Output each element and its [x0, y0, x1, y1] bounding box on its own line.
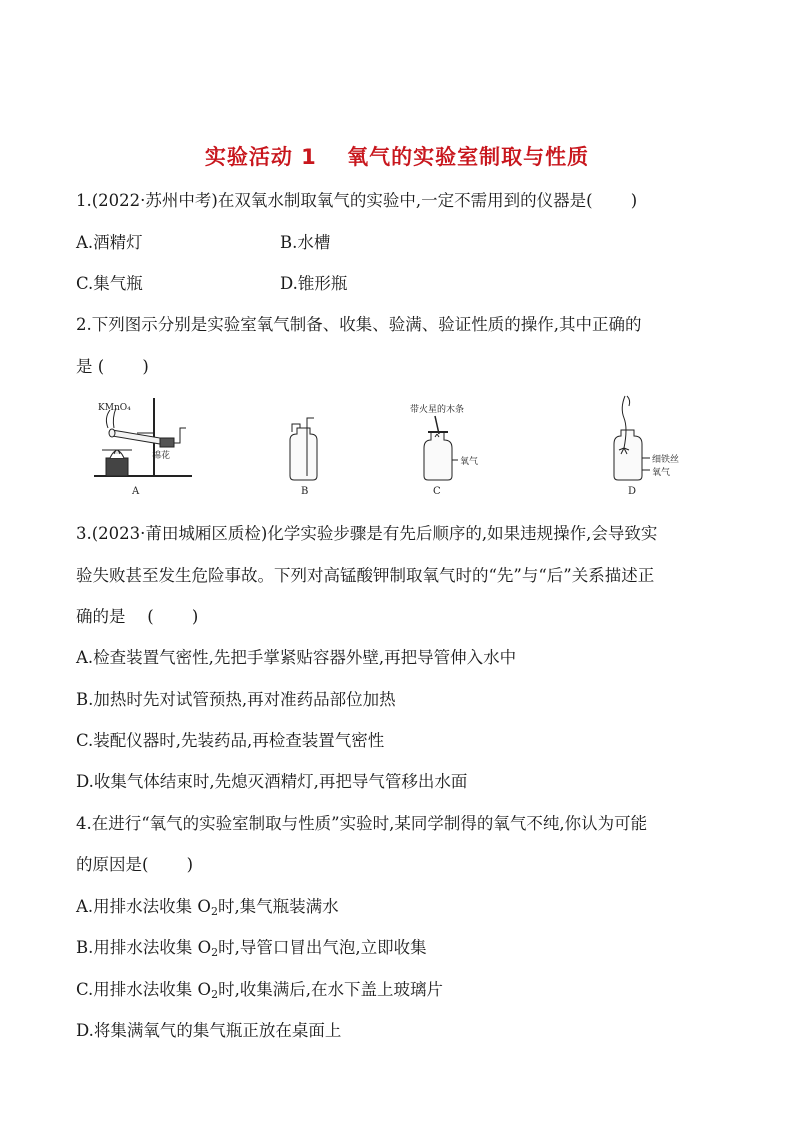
q3-stem-line3: 确的是 ( ) [76, 607, 199, 626]
q1-stem: 1.(2022·苏州中考)在双氧水制取氧气的实验中,一定不需用到的仪器是( ) [76, 191, 638, 210]
label-oxygen-d: 氧气 [652, 468, 671, 478]
figure-label-c: C [433, 486, 441, 497]
q2-figure [92, 388, 732, 503]
page-title: 实验活动 1 氧气的实验室制取与性质 [204, 145, 590, 169]
q3-option-d[interactable]: D.收集气体结束时,先熄灭酒精灯,再把导气管移出水面 [76, 772, 468, 791]
q2-stem-line1: 2.下列图示分别是实验室氧气制备、收集、验满、验证性质的操作,其中正确的 [76, 315, 642, 334]
q4-option-b-sub: 2 [211, 946, 219, 959]
q3-stem-line2: 验失败甚至发生危险事故。下列对高锰酸钾制取氧气时的“先”与“后”关系描述正 [76, 566, 655, 585]
label-cotton: 棉花 [152, 451, 171, 461]
figure-c-bottle [424, 416, 458, 480]
q3-option-a[interactable]: A.检查装置气密性,先把手掌紧贴容器外壁,再把导管伸入水中 [76, 648, 517, 667]
q4-option-d[interactable]: D.将集满氧气的集气瓶正放在桌面上 [76, 1021, 342, 1040]
q4-option-a-text2: 时,集气瓶装满水 [217, 897, 339, 916]
figure-b-gas-bottle [290, 418, 317, 480]
label-oxygen-c: 氧气 [460, 457, 479, 467]
label-stick: 带火星的木条 [410, 405, 465, 415]
q4-option-b-text: B.用排水法收集 O [76, 938, 212, 957]
label-wire: 细铁丝 [652, 455, 680, 465]
q1-option-b[interactable]: B.水槽 [280, 233, 331, 252]
q4-stem-line1: 4.在进行“氧气的实验室制取与性质”实验时,某同学制得的氧气不纯,你认为可能 [76, 814, 648, 833]
q3-option-b[interactable]: B.加热时先对试管预热,再对准药品部位加热 [76, 690, 396, 709]
figure-d-bottle [614, 396, 650, 480]
q4-option-a-text: A.用排水法收集 O [76, 897, 211, 916]
q4-option-c-text: C.用排水法收集 O [76, 980, 212, 999]
figure-label-d: D [628, 486, 637, 497]
q1-option-a[interactable]: A.酒精灯 [76, 233, 143, 252]
q4-option-b-text2: 时,导管口冒出气泡,立即收集 [218, 938, 427, 957]
q1-option-c[interactable]: C.集气瓶 [76, 274, 143, 293]
q2-stem-line2: 是 ( ) [76, 357, 149, 376]
label-kmno4: KMnO₄ [98, 403, 131, 413]
figure-label-a: A [132, 486, 140, 497]
q4-option-b[interactable] [76, 938, 427, 963]
q4-option-c-sub: 2 [211, 988, 219, 1001]
q3-stem-line1: 3.(2023·莆田城厢区质检)化学实验步骤是有先后顺序的,如果违规操作,会导致实 [76, 524, 658, 543]
figure-label-b: B [301, 486, 309, 497]
q3-option-c[interactable]: C.装配仪器时,先装药品,再检查装置气密性 [76, 731, 385, 750]
q4-stem-line2: 的原因是( ) [76, 855, 194, 874]
q1-option-d[interactable]: D.锥形瓶 [280, 274, 348, 293]
q4-option-c-text2: 时,收集满后,在水下盖上玻璃片 [218, 980, 444, 999]
q4-option-c[interactable] [76, 980, 443, 1005]
q4-option-a-sub: 2 [210, 905, 218, 918]
q4-option-a[interactable] [76, 897, 339, 922]
